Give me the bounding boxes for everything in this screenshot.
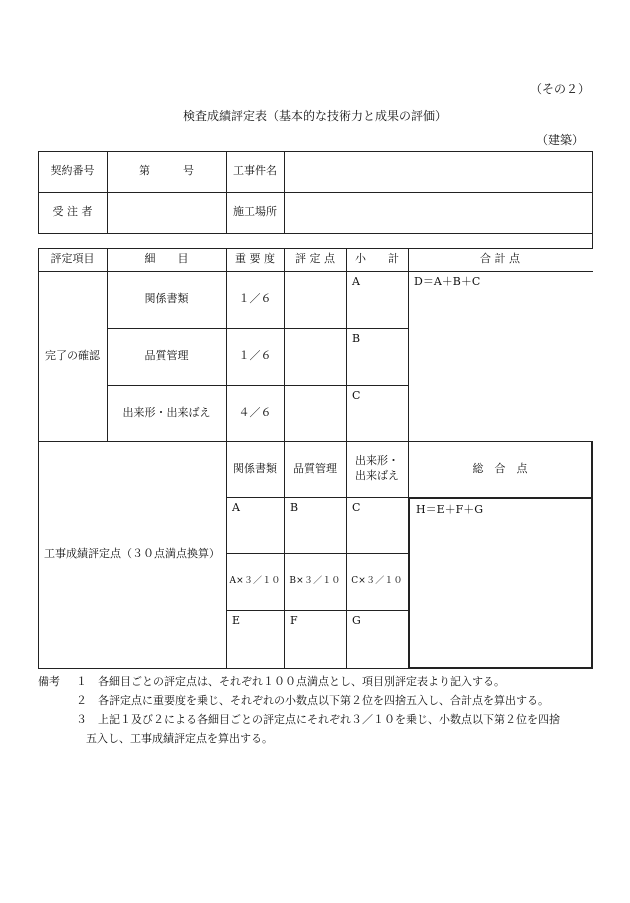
row-weight-quality: １／６: [238, 349, 272, 363]
row-subtotal-a: A: [352, 275, 360, 288]
result-e: E: [232, 614, 241, 627]
result-formula-b: B×３／１０: [289, 576, 341, 587]
note-1-text: 各細目ごとの評定点は、それぞれ１００点満点とし、項目別評定表より記入する。: [98, 675, 505, 688]
header-weight: 重 要 度: [235, 252, 275, 266]
header-detail: 細 目: [144, 252, 189, 266]
row-subtotal-c: C: [352, 389, 361, 402]
result-header-documents: 関係書類: [233, 461, 277, 475]
page-title: 検査成績評定表（基本的な技術力と成果の評価）: [182, 109, 447, 123]
result-f: F: [290, 614, 298, 627]
note-1-num: １: [76, 675, 87, 688]
row-detail-documents: 関係書類: [144, 292, 189, 306]
work-name-label: 工事件名: [233, 164, 277, 178]
overall-formula: H＝E＋F＋G: [416, 503, 484, 516]
row-subtotal-b: B: [352, 332, 361, 345]
header-total: 合 計 点: [480, 252, 520, 266]
result-header-workmanship: [346, 441, 408, 497]
contract-no-label: 契約番号: [50, 164, 95, 178]
notes-head: 備考: [38, 675, 60, 688]
note-2-num: ２: [76, 694, 87, 707]
row-detail-quality: 品質管理: [144, 349, 189, 363]
header-subtotal: 小 計: [355, 252, 399, 266]
note-3-continuation: 五入し、工事成績評定点を算出する。: [86, 732, 273, 745]
row-weight-documents: １／６: [238, 292, 272, 306]
header-item: 評定項目: [50, 252, 95, 266]
result-header-workmanship-line1: 出来形・: [355, 454, 399, 468]
contract-no-value: 第 号: [139, 164, 194, 178]
result-letter-b: B: [290, 501, 299, 514]
result-header-quality: 品質管理: [293, 461, 337, 475]
category-label: （建築）: [536, 133, 585, 147]
result-formula-a: A×３／１０: [229, 576, 281, 587]
result-letter-a: A: [232, 501, 240, 514]
total-formula: D＝A＋B＋C: [414, 275, 481, 288]
result-letter-c: C: [352, 501, 361, 514]
note-2-text: 各評定点に重要度を乗じ、それぞれの小数点以下第２位を四捨五入し、合計点を算出する。: [98, 694, 549, 707]
result-header-workmanship-line2: 出来ばえ: [355, 469, 399, 482]
result-label: 工事成績評定点（３０点満点換算）: [44, 547, 220, 561]
header-score: 評 定 点: [295, 252, 335, 266]
site-label: 施工場所: [233, 205, 277, 219]
row-weight-workmanship: ４／６: [238, 405, 272, 419]
note-3-text: 上記１及び２による各細目ごとの評定点にそれぞれ３／１０を乗じ、小数点以下第２位を四捨: [98, 713, 560, 726]
result-formula-c: C×３／１０: [351, 576, 403, 587]
note-3-num: ３: [76, 713, 87, 726]
contractor-label: 受 注 者: [52, 205, 93, 219]
result-g: G: [352, 614, 361, 627]
page-number: （その２）: [530, 82, 591, 96]
section-completion-check: 完了の確認: [45, 348, 100, 362]
notes: [38, 672, 598, 748]
overall-header: 総 合 点: [472, 461, 528, 475]
row-detail-workmanship: 出来形・出来ばえ: [122, 405, 211, 419]
